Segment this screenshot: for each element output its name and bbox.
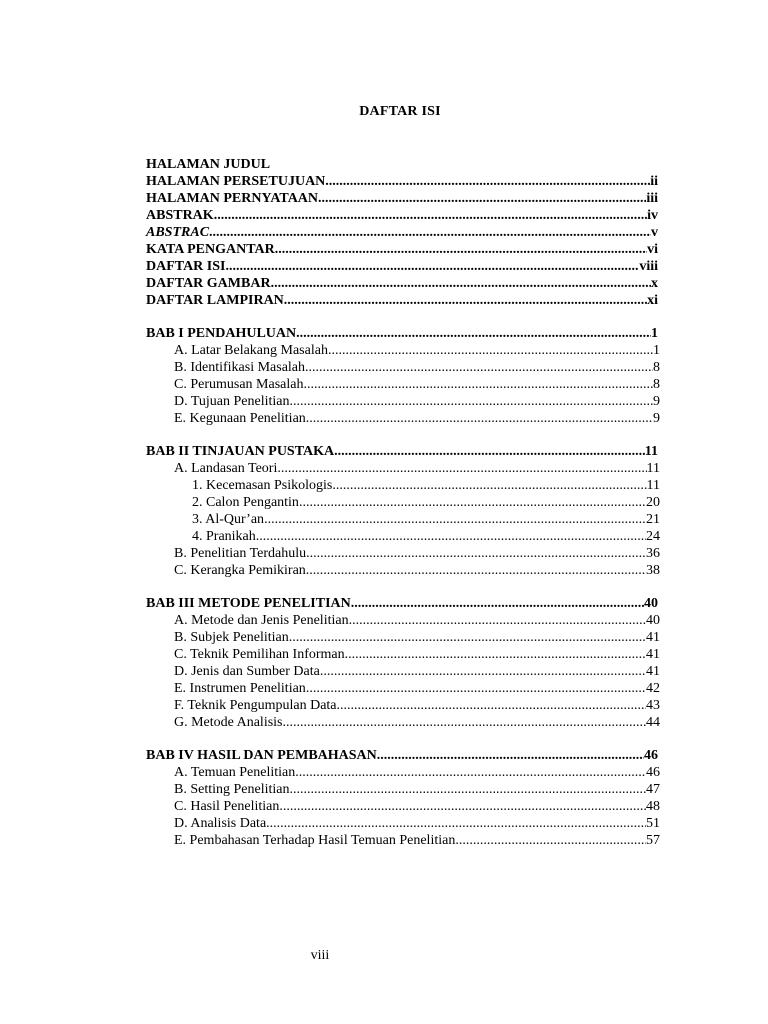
toc-entry[interactable] — [174, 798, 658, 815]
toc-entry-label: D. Jenis dan Sumber Data — [174, 664, 320, 679]
toc-entry-page: 8 — [653, 377, 660, 392]
toc-dot-leader — [275, 241, 647, 258]
toc-entry[interactable] — [174, 342, 658, 359]
toc-entry-label: F. Teknik Pengumpulan Data — [174, 698, 337, 713]
toc-entry-label: 2. Calon Pengantin — [192, 495, 299, 510]
toc-entry-label: E. Kegunaan Penelitian — [174, 411, 306, 426]
toc-entry[interactable] — [146, 258, 658, 275]
toc-dot-leader — [377, 747, 644, 764]
toc-dot-leader — [318, 190, 646, 207]
toc-entry-label: ABSTRAK — [146, 208, 214, 223]
toc-entry[interactable] — [174, 832, 658, 849]
toc-entry-label: HALAMAN PERNYATAAN — [146, 191, 319, 206]
toc-entry-page: 1 — [653, 343, 660, 358]
toc-entry[interactable] — [146, 747, 658, 764]
toc-entry[interactable] — [146, 292, 658, 309]
toc-dot-leader — [279, 798, 646, 815]
toc-entry[interactable] — [192, 477, 658, 494]
toc-entry[interactable] — [174, 460, 658, 477]
toc-entry-label: DAFTAR ISI — [146, 259, 226, 274]
toc-entry-page: 41 — [646, 647, 660, 662]
toc-entry[interactable] — [174, 393, 658, 410]
toc-entry[interactable] — [174, 545, 658, 562]
toc-dot-leader — [266, 815, 646, 832]
toc-entry-label: B. Subjek Penelitian — [174, 630, 289, 645]
toc-entry-label: D. Tujuan Penelitian — [174, 394, 290, 409]
page-number: viii — [310, 948, 330, 963]
toc-entry[interactable] — [174, 410, 658, 427]
toc-entry-page: viii — [639, 259, 658, 274]
toc-entry-label: HALAMAN PERSETUJUAN — [146, 174, 326, 189]
toc-entry-page: 20 — [646, 495, 660, 510]
toc-entry-page: 36 — [646, 546, 660, 561]
toc-entry[interactable] — [174, 714, 658, 731]
toc-entry[interactable] — [146, 190, 658, 207]
toc-entry-page: 9 — [653, 411, 660, 426]
toc-entry[interactable] — [174, 697, 658, 714]
toc-entry-label: BAB II TINJAUAN PUSTAKA — [146, 444, 335, 459]
toc-entry[interactable] — [174, 612, 658, 629]
toc-entry-label: B. Setting Penelitian — [174, 782, 290, 797]
toc-entry[interactable] — [174, 680, 658, 697]
toc-dot-leader — [334, 443, 645, 460]
toc-entry-page: 41 — [646, 664, 660, 679]
toc-dot-leader — [325, 173, 650, 190]
toc-dot-leader — [332, 477, 646, 494]
toc-entry-page: 44 — [646, 715, 660, 730]
toc-entry-page: 48 — [646, 799, 660, 814]
toc-dot-leader — [277, 460, 646, 477]
toc-dot-leader — [290, 393, 653, 410]
toc-entry-page: iii — [646, 191, 658, 206]
toc-dot-leader — [271, 275, 651, 292]
toc-entry[interactable] — [192, 511, 658, 528]
toc-entry-page: 41 — [646, 630, 660, 645]
toc-entry-page: 40 — [644, 596, 658, 611]
toc-dot-leader — [209, 224, 651, 241]
toc-entry-label: 3. Al-Qur’an — [192, 512, 265, 527]
toc-dot-leader — [349, 612, 646, 629]
toc-entry-page: 9 — [653, 394, 660, 409]
page-title: DAFTAR ISI — [359, 104, 441, 119]
toc-entry-label: E. Pembahasan Terhadap Hasil Temuan Penelitian — [174, 833, 456, 848]
toc-dot-leader — [283, 714, 647, 731]
toc-entry[interactable] — [174, 663, 658, 680]
toc-entry-page: 43 — [646, 698, 660, 713]
toc-entry-page: 46 — [646, 765, 660, 780]
toc-dot-leader — [455, 832, 646, 849]
toc-entry-page: 38 — [646, 563, 660, 578]
toc-entry-page: 11 — [646, 478, 660, 493]
toc-entry[interactable] — [174, 376, 658, 393]
toc-dot-leader — [351, 595, 644, 612]
toc-dot-leader — [299, 494, 646, 511]
toc-entry[interactable] — [174, 359, 658, 376]
toc-entry[interactable] — [146, 207, 658, 224]
toc-dot-leader — [306, 545, 646, 562]
toc-entry-label: BAB IV HASIL DAN PEMBAHASAN — [146, 748, 377, 763]
toc-entry-label: ABSTRAC — [146, 225, 210, 240]
toc-entry-page: ii — [650, 174, 658, 189]
toc-entry-label: C. Teknik Pemilihan Informan — [174, 647, 345, 662]
toc-entry-label: B. Identifikasi Masalah — [174, 360, 306, 375]
toc-entry-page: 51 — [646, 816, 660, 831]
toc-dot-leader — [264, 511, 646, 528]
toc-entry[interactable] — [174, 764, 658, 781]
table-of-contents — [0, 156, 768, 849]
toc-dot-leader — [328, 342, 653, 359]
toc-entry-label: B. Penelitian Terdahulu — [174, 546, 307, 561]
toc-entry-page: 47 — [646, 782, 660, 797]
toc-dot-leader — [289, 629, 646, 646]
toc-dot-leader — [290, 781, 647, 798]
toc-dot-leader — [306, 410, 653, 427]
section-gap — [0, 427, 768, 443]
toc-entry-label: 4. Pranikah — [192, 529, 256, 544]
toc-entry-label: A. Temuan Penelitian — [174, 765, 296, 780]
section-gap — [0, 731, 768, 747]
toc-entry-label: 1. Kecemasan Psikologis — [192, 478, 333, 493]
toc-entry[interactable] — [146, 443, 658, 460]
toc-dot-leader — [256, 528, 646, 545]
toc-entry-label: D. Analisis Data — [174, 816, 267, 831]
toc-entry[interactable] — [174, 562, 658, 579]
toc-entry-page: xi — [647, 293, 658, 308]
toc-dot-leader — [306, 562, 646, 579]
toc-entry[interactable] — [174, 781, 658, 798]
toc-entry-page: 21 — [646, 512, 660, 527]
toc-entry[interactable] — [174, 646, 658, 663]
toc-entry[interactable] — [146, 156, 658, 173]
toc-entry-label: HALAMAN JUDUL — [146, 157, 271, 172]
toc-dot-leader — [345, 646, 646, 663]
toc-entry[interactable] — [146, 241, 658, 258]
toc-entry-page: 11 — [646, 461, 660, 476]
toc-entry-label: A. Latar Belakang Masalah — [174, 343, 328, 358]
toc-entry-page: 24 — [646, 529, 660, 544]
toc-entry-label: BAB I PENDAHULUAN — [146, 326, 297, 341]
toc-entry-label: DAFTAR GAMBAR — [146, 276, 271, 291]
toc-dot-leader — [306, 680, 646, 697]
toc-entry-page: 8 — [653, 360, 660, 375]
toc-entry[interactable] — [146, 325, 658, 342]
toc-entry-page: 42 — [646, 681, 660, 696]
toc-entry-page: 11 — [644, 444, 658, 459]
toc-dot-leader — [320, 663, 646, 680]
toc-dot-leader — [337, 697, 646, 714]
toc-entry-page: 1 — [651, 326, 658, 341]
toc-entry[interactable] — [146, 224, 658, 241]
toc-entry-label: A. Metode dan Jenis Penelitian — [174, 613, 349, 628]
toc-entry-page: vi — [647, 242, 658, 257]
section-gap — [0, 579, 768, 595]
toc-dot-leader — [295, 764, 646, 781]
section-gap — [0, 309, 768, 325]
toc-entry[interactable] — [192, 494, 658, 511]
toc-entry-page: 46 — [644, 748, 658, 763]
toc-entry-page: iv — [647, 208, 658, 223]
toc-entry-label: C. Hasil Penelitian — [174, 799, 280, 814]
toc-dot-leader — [305, 359, 653, 376]
toc-entry[interactable] — [146, 275, 658, 292]
toc-entry-label: C. Kerangka Pemikiran — [174, 563, 306, 578]
toc-entry-label: E. Instrumen Penelitian — [174, 681, 306, 696]
toc-entry-label: G. Metode Analisis — [174, 715, 283, 730]
toc-entry[interactable] — [192, 528, 658, 545]
toc-entry-label: A. Landasan Teori — [174, 461, 278, 476]
toc-entry-page: x — [651, 276, 658, 291]
toc-entry[interactable] — [146, 595, 658, 612]
toc-dot-leader — [214, 207, 647, 224]
toc-entry[interactable] — [174, 629, 658, 646]
toc-entry-label: KATA PENGANTAR — [146, 242, 275, 257]
toc-dot-leader — [225, 258, 639, 275]
toc-entry-page: 57 — [646, 833, 660, 848]
toc-entry-page: 40 — [646, 613, 660, 628]
toc-entry-label: BAB III METODE PENELITIAN — [146, 596, 351, 611]
toc-entry-label: C. Perumusan Masalah — [174, 377, 304, 392]
toc-dot-leader — [296, 325, 651, 342]
toc-entry[interactable] — [146, 173, 658, 190]
toc-entry-label: DAFTAR LAMPIRAN — [146, 293, 284, 308]
toc-entry-page: v — [651, 225, 658, 240]
toc-dot-leader — [303, 376, 653, 393]
toc-dot-leader — [284, 292, 647, 309]
toc-entry[interactable] — [174, 815, 658, 832]
